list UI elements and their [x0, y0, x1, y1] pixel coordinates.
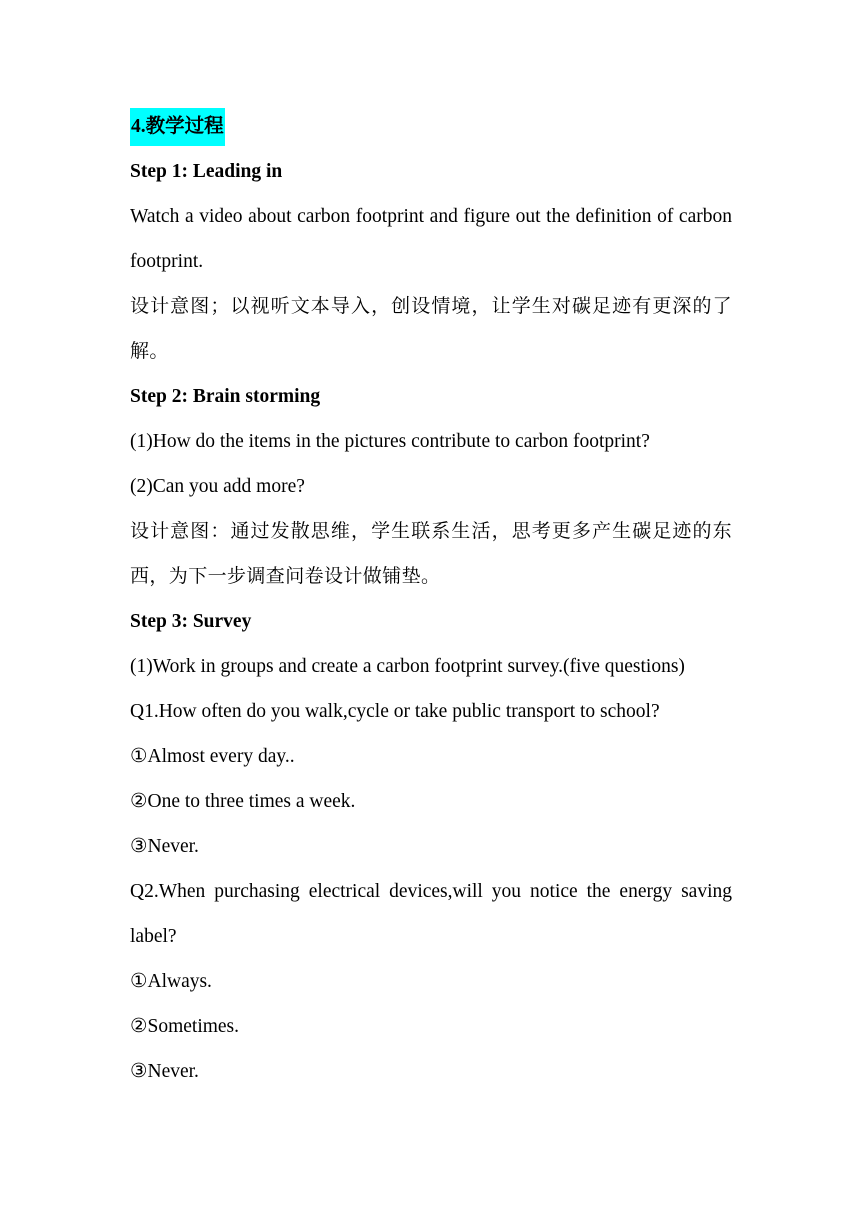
- section-heading: 4.教学过程: [130, 108, 225, 146]
- survey-question-2: Q2.When purchasing electrical devices,will you notice the energy saving label?: [130, 881, 732, 947]
- step2-title: Step 2: Brain storming: [130, 386, 321, 407]
- section-heading-line: [130, 104, 732, 149]
- survey-option: ①Always.: [130, 971, 212, 992]
- survey-option: ①Almost every day..: [130, 746, 295, 767]
- step1-title: Step 1: Leading in: [130, 161, 283, 182]
- document-page: [130, 104, 732, 1094]
- step1-design-intent: 设计意图；以视听文本导入，创设情境，让学生对碳足迹有更深的了解。: [130, 295, 732, 362]
- survey-option: ②One to three times a week.: [130, 791, 356, 812]
- step1-text: Watch a video about carbon footprint and figure out the definition of carbon footprint.: [130, 206, 732, 272]
- step3-title: Step 3: Survey: [130, 611, 252, 632]
- step2-design-intent: 设计意图：通过发散思维，学生联系生活，思考更多产生碳足迹的东西，为下一步调查问卷设计做铺垫。: [130, 520, 732, 587]
- survey-question-1: Q1.How often do you walk,cycle or take public transport to school?: [130, 701, 660, 722]
- survey-option: ③Never.: [130, 1061, 199, 1082]
- step3-task: (1)Work in groups and create a carbon footprint survey.(five questions): [130, 656, 685, 677]
- survey-option: ②Sometimes.: [130, 1016, 240, 1037]
- survey-option: ③Never.: [130, 836, 199, 857]
- step2-question-2: (2)Can you add more?: [130, 476, 305, 497]
- step2-question-1: (1)How do the items in the pictures contribute to carbon footprint?: [130, 431, 650, 452]
